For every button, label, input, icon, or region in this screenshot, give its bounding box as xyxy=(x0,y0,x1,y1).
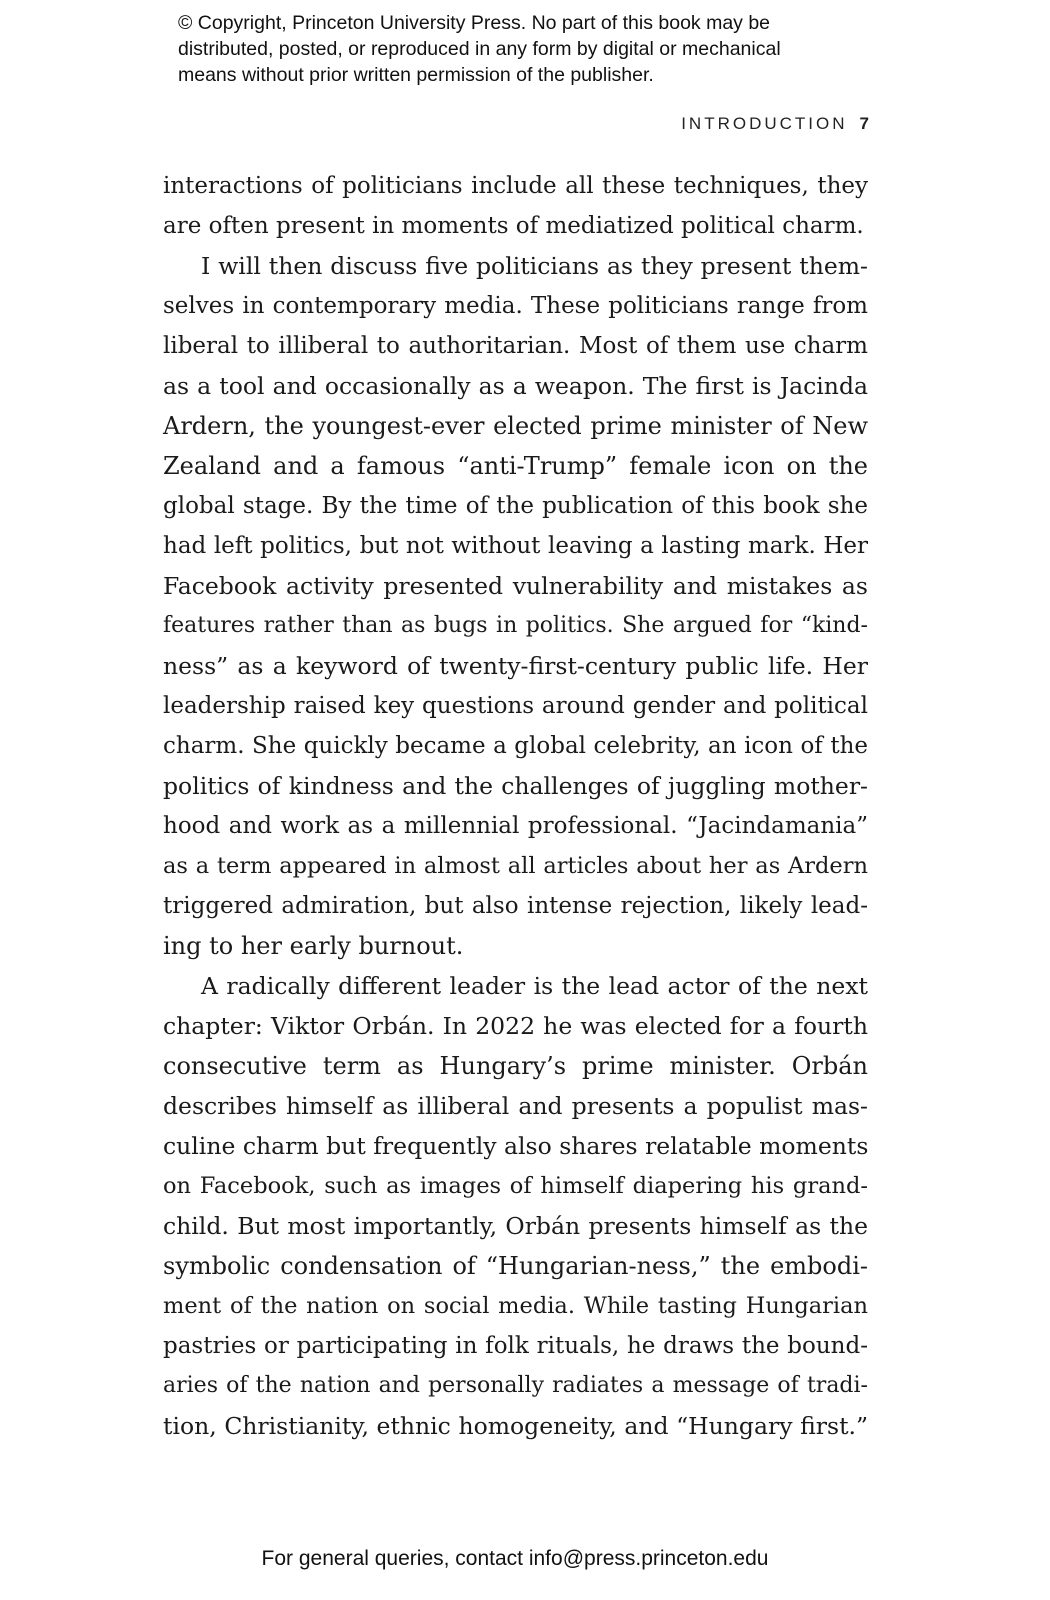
text-line: child. But most importantly, Orbán presents himself as the xyxy=(163,1212,868,1240)
text-line: on Facebook, such as images of himself diapering his grand- xyxy=(163,1173,868,1199)
text-line: as a term appeared in almost all articles about her as Ardern xyxy=(163,853,868,879)
body-text xyxy=(163,166,868,1446)
text-line: leadership raised key questions around gender and political xyxy=(163,693,868,719)
text-line: hood and work as a millennial professional. “Jacindamania” xyxy=(163,813,868,839)
text-line: as a tool and occasionally as a weapon. The first is Jacinda xyxy=(163,372,868,400)
text-line: consecutive term as Hungary’s prime minister. Orbán xyxy=(163,1052,868,1080)
copyright-line: means without prior written permission of the publisher. xyxy=(178,64,654,86)
text-line: describes himself as illiberal and presents a populist mas- xyxy=(163,1092,868,1120)
text-line: triggered admiration, but also intense rejection, likely lead- xyxy=(163,893,868,919)
text-line: charm. She quickly became a global celebrity, an icon of the xyxy=(163,733,868,759)
text-line: politics of kindness and the challenges of juggling mother- xyxy=(163,772,868,800)
text-line: global stage. By the time of the publication of this book she xyxy=(163,493,868,519)
text-line: Ardern, the youngest-ever elected prime minister of New xyxy=(163,412,868,440)
text-line: chapter: Viktor Orbán. In 2022 he was elected for a fourth xyxy=(163,1012,868,1040)
copyright-line: distributed, posted, or reproduced in any form by digital or mechanical xyxy=(178,38,781,60)
text-line: aries of the nation and personally radiates a message of tradi- xyxy=(163,1373,868,1398)
text-line: pastries or participating in folk rituals, he draws the bound- xyxy=(163,1333,868,1359)
text-line: culine charm but frequently also shares relatable moments xyxy=(163,1132,869,1160)
copyright-notice xyxy=(178,10,898,88)
text-line: I will then discuss five politicians as they present them- xyxy=(201,252,868,280)
text-line: Facebook activity presented vulnerability and mistakes as xyxy=(163,572,868,600)
text-line: tion, Christianity, ethnic homogeneity, and “Hungary first.” xyxy=(163,1412,868,1440)
text-line: liberal to illiberal to authoritarian. Most of them use charm xyxy=(163,333,868,359)
text-line: ness” as a keyword of twenty-first-century public life. Her xyxy=(163,652,868,680)
page-number: 7 xyxy=(859,114,869,133)
text-line: ment of the nation on social media. While tasting Hungarian xyxy=(163,1293,868,1319)
running-head xyxy=(500,114,869,134)
text-line: ing to her early burnout. xyxy=(163,932,464,960)
text-line: selves in contemporary media. These politicians range from xyxy=(163,293,868,319)
text-line: had left politics, but not without leaving a lasting mark. Her xyxy=(163,533,868,559)
footer-contact: For general queries, contact info@press.princeton.edu xyxy=(261,1547,769,1570)
text-line: Zealand and a famous “anti-Trump” female icon on the xyxy=(163,452,868,480)
running-head-section: INTRODUCTION xyxy=(681,114,848,133)
text-line: are often present in moments of mediatized political charm. xyxy=(163,213,864,239)
text-line: interactions of politicians include all these techniques, they xyxy=(163,173,868,199)
text-line: symbolic condensation of “Hungarian-ness,” the embodi- xyxy=(163,1252,868,1280)
copyright-line: © Copyright, Princeton University Press. No part of this book may be xyxy=(178,12,771,34)
text-line: features rather than as bugs in politics. She argued for “kind- xyxy=(163,613,868,638)
text-line: A radically different leader is the lead actor of the next xyxy=(201,972,868,1000)
